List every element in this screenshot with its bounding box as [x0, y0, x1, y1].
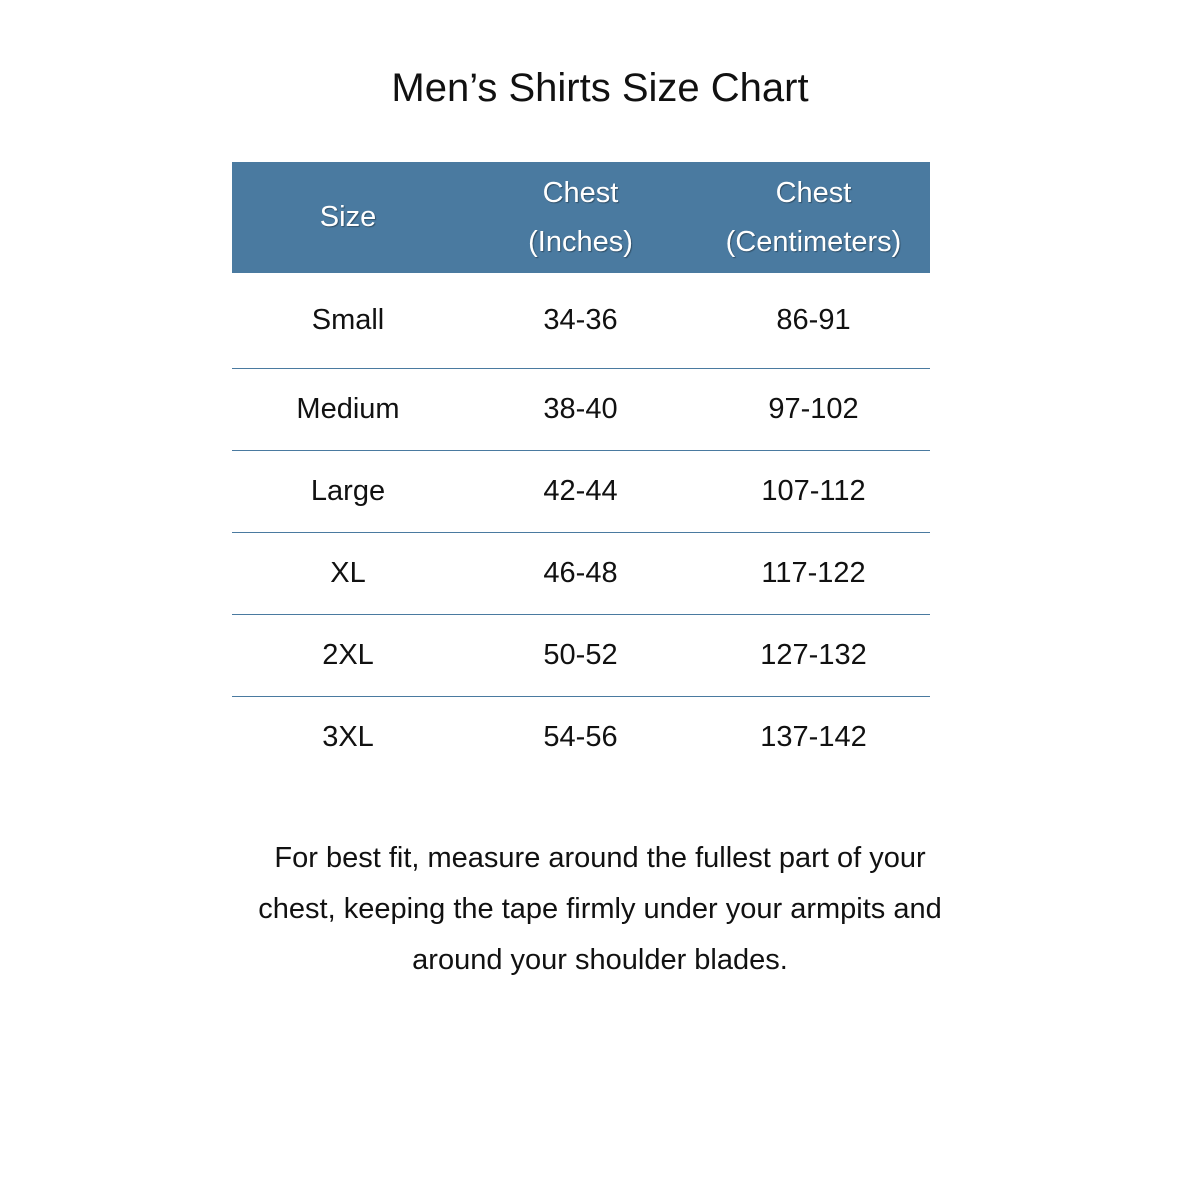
- chest-cm-cell: 97-102: [768, 392, 859, 425]
- header-chest-inches-line2: (Inches): [528, 225, 633, 258]
- measurement-note: [180, 833, 1020, 986]
- size-chart-table: [232, 162, 930, 778]
- table-body: [232, 273, 930, 778]
- chest-inches-cell: 54-56: [543, 720, 618, 753]
- header-chest-centimeters: [697, 162, 930, 273]
- chest-cm-cell: 107-112: [761, 474, 866, 507]
- size-cell: Large: [310, 474, 386, 507]
- table-row: [232, 368, 930, 450]
- table-row: [232, 532, 930, 614]
- chest-cm-cell: 117-122: [761, 556, 866, 589]
- chest-inches-cell: 42-44: [543, 474, 618, 507]
- table-row: [232, 696, 930, 778]
- size-cell: XL: [330, 556, 366, 589]
- size-cell: Medium: [296, 392, 400, 425]
- header-chest-inches-line1: Chest: [542, 176, 619, 209]
- size-cell: 2XL: [322, 638, 374, 671]
- note-line: around your shoulder blades.: [412, 944, 788, 976]
- header-chest-cm-line1: Chest: [775, 176, 852, 209]
- chest-inches-cell: 38-40: [543, 392, 618, 425]
- header-size-label: Size: [319, 201, 377, 233]
- size-cell: Small: [311, 303, 385, 336]
- chest-inches-cell: 46-48: [543, 556, 618, 589]
- chest-cm-cell: 137-142: [760, 720, 867, 753]
- page-title: Men’s Shirts Size Chart: [391, 66, 809, 110]
- table-row: [232, 614, 930, 696]
- header-size: [232, 162, 464, 273]
- header-chest-cm-line2: (Centimeters): [725, 225, 902, 258]
- table-row: [232, 273, 930, 368]
- header-row: [232, 162, 930, 273]
- chest-inches-cell: 34-36: [543, 303, 618, 336]
- chest-cm-cell: 86-91: [776, 303, 851, 336]
- note-line: chest, keeping the tape firmly under your armpits and: [258, 893, 942, 925]
- header-chest-inches: [464, 162, 697, 273]
- chest-inches-cell: 50-52: [543, 638, 618, 671]
- chest-cm-cell: 127-132: [760, 638, 867, 671]
- table-header: [232, 162, 930, 273]
- size-cell: 3XL: [322, 720, 374, 753]
- note-line: For best fit, measure around the fullest part of your: [274, 842, 926, 874]
- table-row: [232, 450, 930, 532]
